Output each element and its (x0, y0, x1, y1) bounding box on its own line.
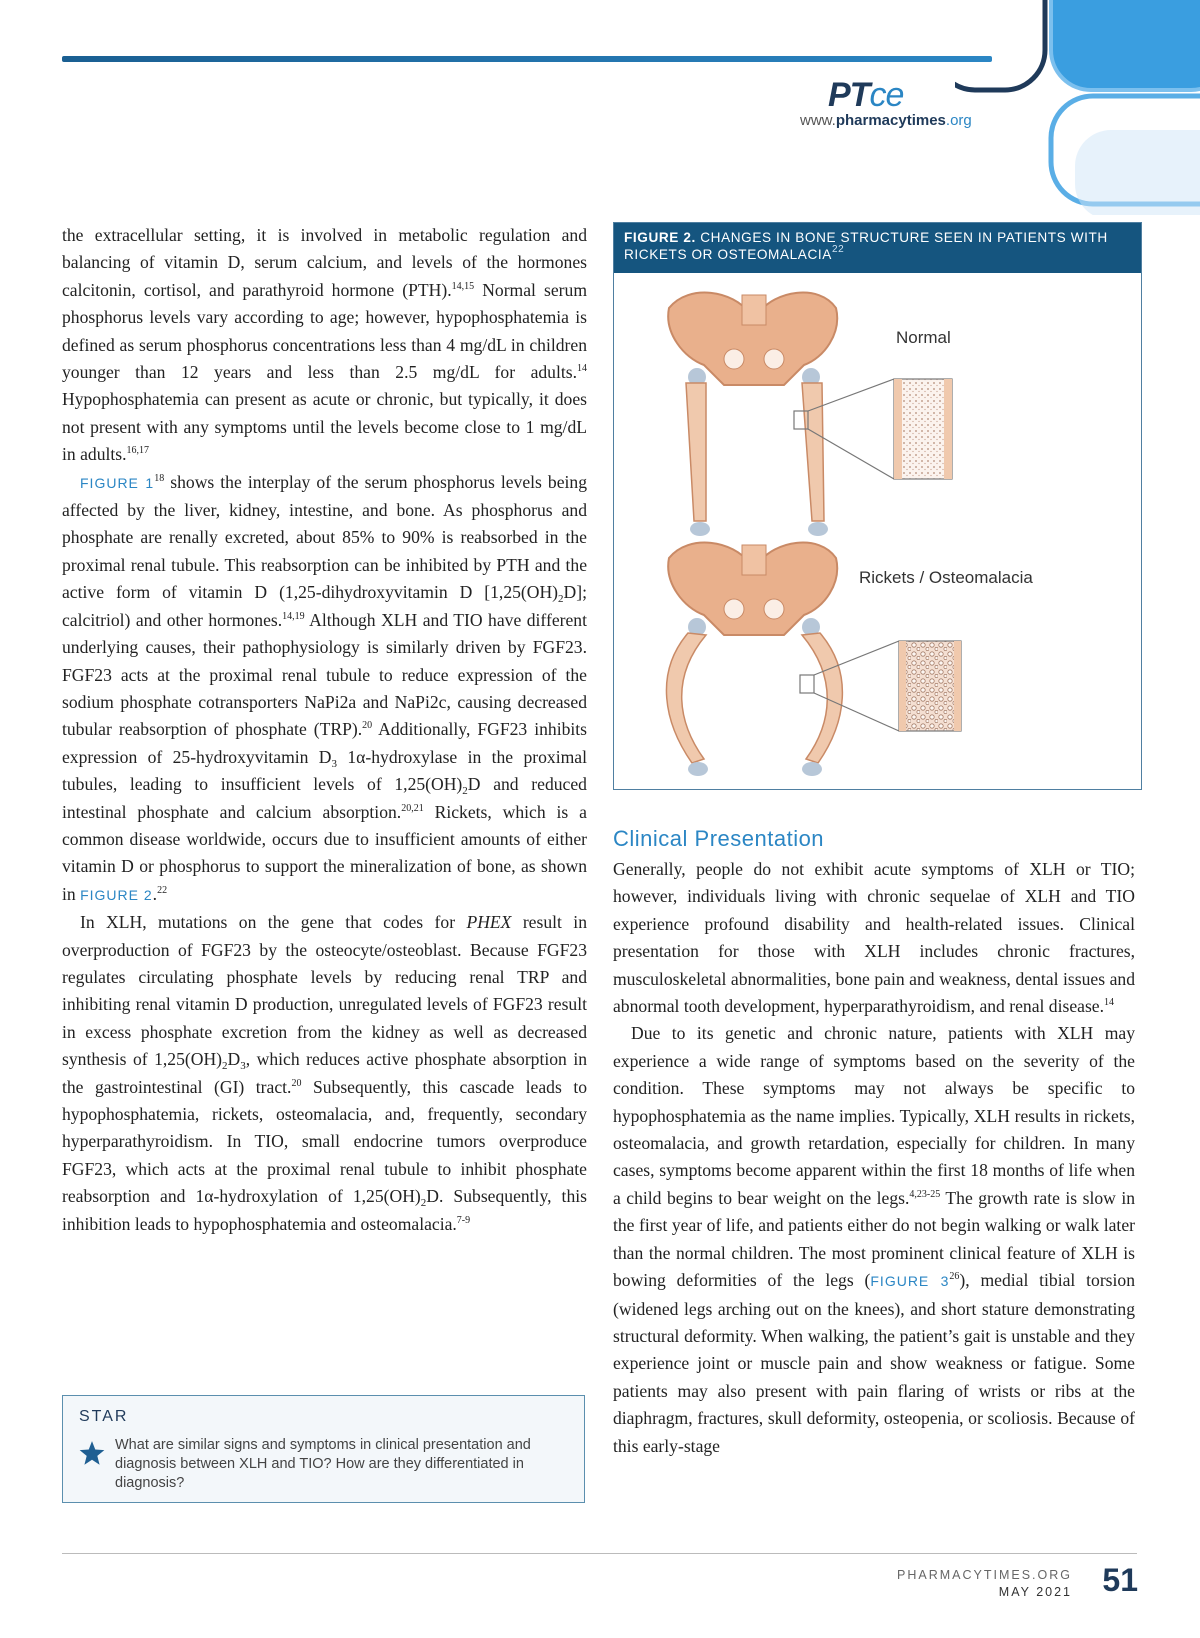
star-title: STAR (79, 1408, 129, 1425)
star-question: What are similar signs and symptoms in clinical presentation and diagnosis between XLH and TIO? How are they differentiated in diagnosis? (115, 1437, 531, 1491)
logo-wordmark: PTce (828, 76, 904, 114)
figure-2 (613, 222, 1142, 790)
star-callout (62, 1395, 585, 1503)
footer-date: MAY 2021 (998, 1585, 1072, 1599)
paragraph: Due to its genetic and chronic nature, patients with XLH may experience a wide range of symptoms based on the severity of the condition. These symptoms may not always be specific to hypophosphatemia as the name implies. Typically, XLH results in rickets, osteomalacia, and growth retardation, especially for children. In many cases, symptoms become apparent within the first 18 months of life when a child begins to bear weight on the legs.$^{4,23-25}$ The growth rate is slow in the first year of life, and patients either do not begin walking or walk later than the normal children. The most prominent clinical feature of XLH is bowing deformities of the legs (FIGURE 3$^{26}$), medial tibial torsion (widened legs arching out on the knees), and short stature demonstrating structural deformity. When walking, the patient’s gait is unstable and they experience joint or muscle pain and show weakness or fatigue. Some patients may also present with pain flaring of wrists or ribs at the diaphragm, fractures, skull deformity, osteopenia, or scoliosis. Because of this early-stage (613, 1023, 1136, 1456)
section-heading: Clinical Presentation (613, 826, 825, 851)
rickets-label: Rickets / Osteomalacia (859, 568, 1033, 587)
header-rule (62, 56, 992, 62)
page-number: 51 (1102, 1562, 1138, 1598)
figure1-link[interactable]: FIGURE 1 (80, 474, 155, 491)
footer-rule (62, 1553, 1137, 1554)
paragraph: FIGURE 1$^{18}$ shows the interplay of the serum phosphorus levels being affected by the liver, kidney, intestine, and bone. As phosphorus and phosphate are renally excreted, about 85% to 90% is reabsorbed in the proximal renal tubule. This reabsorption can be inhibited by PTH and the active form of vitamin D (1,25-dihydroxyvitamin D $[1,25(OH)_2D]$; calcitriol) and other hormones.$^{14,19}$ Although XLH and TIO have different underlying causes, their pathophysiology is similarly driven by FGF23. FGF23 acts at the proximal renal tubule to reduce expression of the sodium phosphate cotransporters NaPi2a and NaPi2c, causing decreased tubular reabsorption of phosphate (TRP).$^{20}$ Additionally, FGF23 inhibits expression of 25-hydroxyvitamin $D_3$ 1α-hydroxylase in the proximal tubules, leading to insufficient levels of $1,25(OH)_2D$ and reduced intestinal phosphate and calcium absorption.$^{20,21}$ Rickets, which is a common disease worldwide, occurs due to insufficient amounts of either vitamin D or phosphorus to support the mineralization of bone, as shown in FIGURE 2.22 (62, 471, 588, 904)
right-column (613, 856, 1135, 1460)
figure-caption: FIGURE 2. CHANGES IN BONE STRUCTURE SEEN IN PATIENTS WITH RICKETS OR OSTEOMALACIA$^{22}$ (614, 223, 1141, 273)
ptce-logo[interactable] (800, 76, 1030, 136)
paragraph: the extracellular setting, it is involved in metabolic regulation and balancing of vitamin D, serum calcium, and levels of the hormones calcitonin, cortisol, and parathyroid hormone (PTH).$^{14,15}$ Normal serum phosphorus levels vary according to age; however, hypophosphatemia is defined as serum phosphorus concentrations less than 4 mg/dL in children younger than 12 years and less than 2.5 mg/dL for adults.$^{14}$ Hypophosphatemia can present as acute or chronic, but typically, it does not present with any symptoms until the levels become close to 1 mg/dL in adults.$^{16,17}$ (62, 225, 587, 465)
footer-site[interactable]: PHARMACYTIMES.ORG (897, 1568, 1072, 1582)
left-column (62, 222, 587, 1238)
figure3-link[interactable]: FIGURE 3 (870, 1273, 950, 1290)
figure2-link[interactable]: FIGURE 2 (80, 886, 153, 903)
paragraph: Generally, people do not exhibit acute symptoms of XLH or TIO; however, individuals living with chronic sequelae of XLH and TIO experience profound disability and health-related issues. Clinical presentation for those with XLH includes chronic fractures, musculoskeletal abnormalities, bone pain and weakness, dental issues and abnormal tooth development, hyperparathyroidism, and renal disease.$^{14}$ (613, 859, 1135, 1017)
figure-illustration (614, 273, 1140, 789)
normal-label: Normal (896, 328, 951, 347)
logo-url[interactable]: www.pharmacytimes.org (800, 112, 972, 129)
paragraph: In XLH, mutations on the gene that codes for PHEX result in overproduction of FGF23 by the osteocyte/osteoblast. Because FGF23 regulates circulating phosphate levels by reducing renal TRP and inhibiting renal vitamin D production, unregulated levels of FGF23 result in excess phosphate excretion from the kidney as well as decreased synthesis of $1,25(OH)_2D_3$, which reduces active phosphate absorption in the gastrointestinal (GI) tract.$^{20}$ Subsequently, this cascade leads to hypophosphatemia, rickets, osteomalacia, and, frequently, secondary hyperparathyroidism. In TIO, small endocrine tumors overproduce FGF23, which acts at the proximal renal tubule to inhibit phosphate reabsorption and 1α-hydroxylation of $1,25(OH)_2D$. Subsequently, this inhibition leads to hypophosphatemia and osteomalacia.$^{7-9}$ (62, 912, 588, 1234)
star-icon (79, 1440, 105, 1466)
